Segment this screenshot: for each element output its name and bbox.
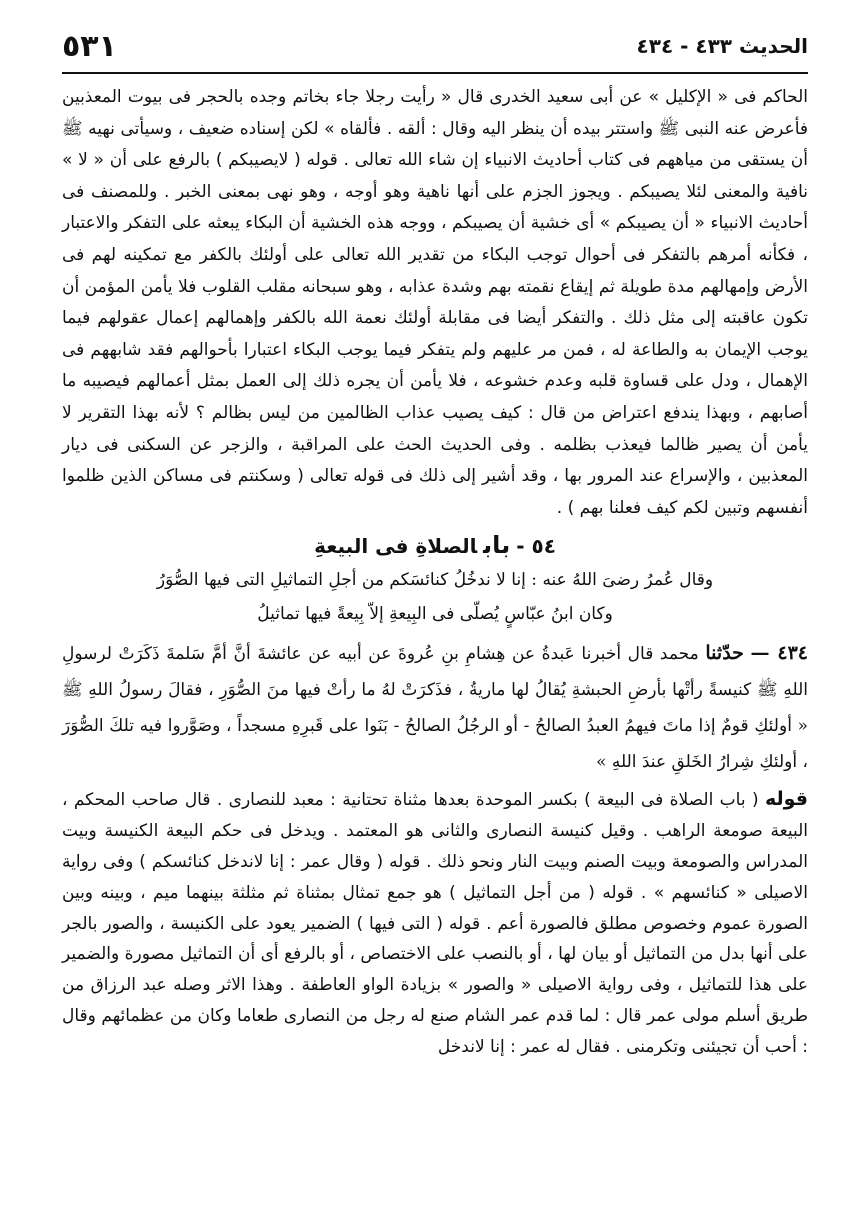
hadith-434 (62, 635, 808, 780)
sharh-section (62, 784, 808, 1062)
hadith-text: محمد قال أخبرنا عَبدةُ عن هِشامِ بنِ عُروةَ عن أبيه عن عائشةَ أنَّ أمَّ سَلمةَ ذَكَرَتْ لرسولِ اللهِ ﷺ كنيسةً رأتْها بأرضِ الحبشةِ يُقالُ لها ماريةُ ، فذَكرَتْ لهُ ما رأتْ فيها منَ الصُّوَرِ ، فقالَ رسولُ اللهِ ﷺ « أولئكِ قومٌ إذا ماتَ فيهمُ العبدُ الصالحُ - أو الرجُلُ الصالحُ - بَنَوا على قَبرِهِ مسجداً ، وصَوَّروا فيه تلكَ الصُّوَرَ ، أولئكِ شِرارُ الخَلقِ عندَ اللهِ » (62, 644, 808, 773)
muallaq-umar: وقال عُمرُ رضىَ اللهُ عنه : إنا لا ندخُلُ كنائسَكم من أجلِ التماثيلِ التى فيها الصُّوَرُ (156, 570, 714, 591)
header-rule (62, 72, 808, 74)
sharh-qawluhu: قوله (764, 788, 808, 811)
page-body (62, 82, 808, 1062)
running-head: الحديث ٤٣٣ - ٤٣٤ (636, 34, 808, 58)
chapter-bab-word: باب (483, 531, 511, 560)
chapter-title: الصلاةِ فى البيعةِ (314, 534, 478, 559)
page-number: ٥٣١ (62, 28, 117, 64)
chapter-heading (62, 528, 808, 563)
muallaq-ibn-abbas: وكان ابنُ عبّاسٍ يُصلّى فى البِيعةِ إلاّ بِيعةً فيها تماثيلُ (257, 604, 613, 625)
page-header (62, 26, 808, 66)
sharh-text: ( باب الصلاة فى البيعة ) بكسر الموحدة بعدها مثناة تحتانية : معبد للنصارى . قال صاحب المحكم ، البيعة صومعة الراهب . وقيل كنيسة النصارى والثانى هو المعتمد . ويدخل فى حكم البيعة الكنيسة وبيت المدراس والصومعة وبيت الصنم وبيت النار ونحو ذلك . قوله ( وقال عمر : إنا لاندخل كنائسكم ) وفى رواية الاصيلى « كنائسهم » . قوله ( من أجل التماثيل ) هو جمع تمثال بمثناة ثم مثلثة بينهما ميم ، وبينه وبين الصورة عموم وخصوص مطلق فالصورة أعم . قوله ( التى فيها ) الضمير يعود على الكنيسة ، والصور بالجر على أنها بدل من التماثيل أو بيان لها ، أو بالنصب على الاختصاص ، أو بالرفع أى أن التماثيل مصورة والضمير على هذا للتماثيل ، وفى رواية الاصيلى « والصور » بزيادة الواو العاطفة . وهذا الاثر وصله عبد الرزاق من طريق أسلم مولى عمر قال : لما قدم عمر الشام صنع له رجل من النصارى طعاما وكان من عظمائهم وقال : أحب أن تجيئنى وتكرمنى . فقال له عمر : إنا لاندخل (62, 790, 808, 1057)
chapter-number: ٥٤ - (516, 534, 556, 559)
hadith-haddathana: حدّثنا (705, 642, 744, 665)
hadith-number: ٤٣٤ — (750, 642, 808, 665)
commentary-continued: الحاكم فى « الإكليل » عن أبى سعيد الخدرى قال « رأيت رجلا جاء بخاتم وجده بالحجر فى بيوت المعذبين فأعرض عنه النبى ﷺ واستتر بيده أن ينظر اليه وقال : ألقه . فألقاه » لكن إسناده ضعيف ، وسيأتى نهيه ﷺ أن يستقى من مياههم فى كتاب أحاديث الانبياء إن شاء الله تعالى . قوله ( لايصيبكم ) بالرفع على أن « لا » نافية والمعنى لئلا يصيبكم . ويجوز الجزم على أنها ناهية وهو أوجه ، وهو نهى بمعنى الخبر . وللمصنف فى أحاديث الانبياء « أن يصيبكم » أى خشية أن يصيبكم ، ووجه هذه الخشية أن البكاء يبعثه على التفكر والاعتبار ، فكأنه أمرهم بالتفكر فى أحوال توجب البكاء من تقدير الله تعالى على أولئك بالكفر مع تمكينه لهم فى الأرض وإمهالهم مدة طويلة ثم إيقاع نقمته بهم وشدة عذابه ، وهو سبحانه مقلب القلوب فلا يأمن المؤمن أن تكون عاقبته إلى مثل ذلك . والتفكر أيضا فى مقابلة أولئك نعمة الله بالكفر وإهمالهم إعمال عقولهم فيما يوجب الإيمان به والطاعة له ، فمن مر عليهم ولم يتفكر فيما يوجب البكاء اعتبارا بأحوالهم فقد شابههم فى الإهمال ، ودل على قساوة قلبه وعدم خشوعه ، فلا يأمن أن يجره ذلك إلى العمل بمثل أعمالهم فيصيبه ما أصابهم ، وبهذا يندفع اعتراض من قال : كيف يصيب عذاب الظالمين من ليس بظالم ؟ لأنه بهذا التقرير لا يأمن أن يصير ظالما فيعذب بظلمه . وفى الحديث الحث على المراقبة ، والزجر عن السكنى فى ديار المعذبين ، والإسراع عند المرور بها ، وقد أشير إلى ذلك فى قوله تعالى ( وسكنتم فى مساكن الذين ظلموا أنفسهم وتبين لكم كيف فعلنا بهم ) . (62, 87, 808, 518)
